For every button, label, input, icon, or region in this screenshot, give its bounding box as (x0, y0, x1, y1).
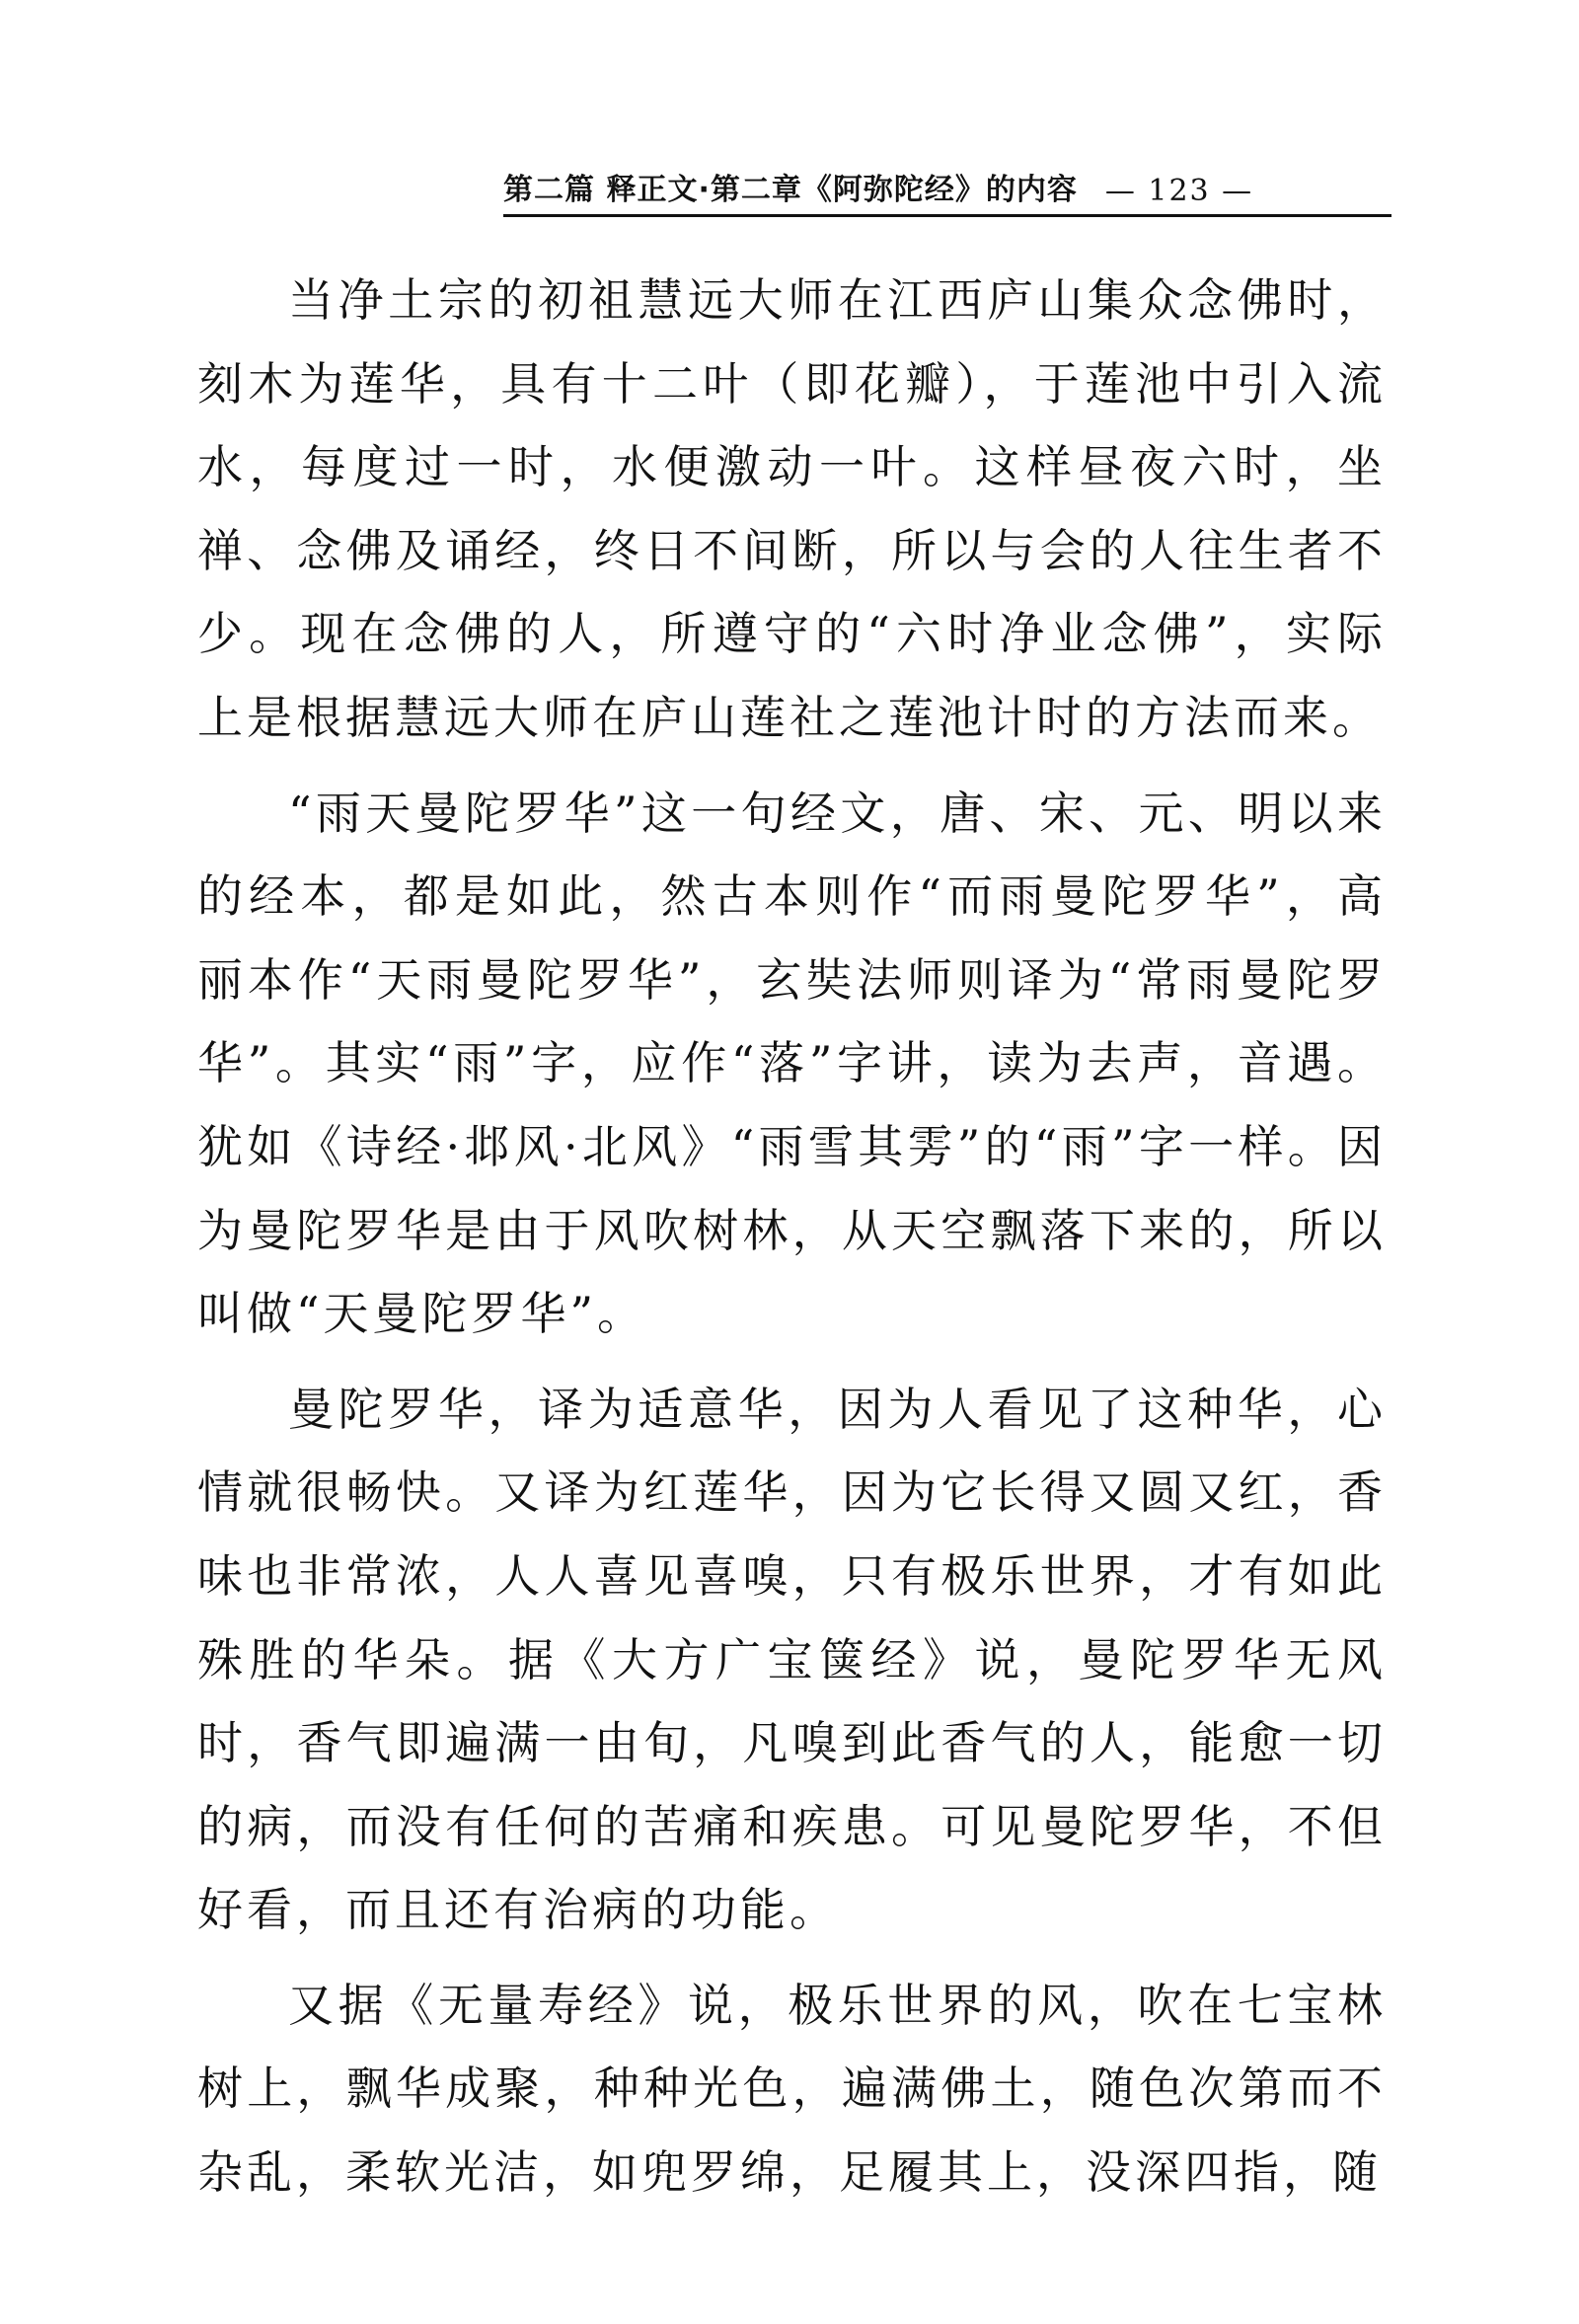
header-title: 第二篇 释正文·第二章《阿弥陀经》的内容 (503, 173, 1078, 207)
paragraph-mandarava-meaning: 曼陀罗华，译为适意华，因为人看见了这种华，心情就很畅快。又译为红莲华，因为它长得又圆又红，香味也非常浓，人人喜见喜嗅，只有极乐世界，才有如此殊胜的华朵。据《大方广宝箧经》说，曼陀罗华无风时，香气即遍满一由旬，凡嗅到此香气的人，能愈一切的病，而没有任何的苦痛和疾患。可见曼陀罗华，不但好看，而且还有治病的功能。 (197, 1382, 1387, 1937)
paragraph-rain-mandarava: “雨天曼陀罗华”这一句经文，唐、宋、元、明以来的经本，都是如此，然古本则作“而雨曼陀罗华”，高丽本作“天雨曼陀罗华”，玄奘法师则译为“常雨曼陀罗华”。其实“雨”字，应作“落”字讲，读为去声，音遇。犹如《诗经·邶风·北风》“雨雪其雱”的“雨”字一样。因为曼陀罗华是由于风吹树林，从天空飘落下来的，所以叫做“天曼陀罗华”。 (197, 786, 1387, 1341)
paragraph-infinite-life-sutra: 又据《无量寿经》说，极乐世界的风，吹在七宝林树上，飘华成聚，种种光色，遍满佛土，随色次第而不杂乱，柔软光洁，如兜罗绵，足履其上，没深四指，随 (197, 1978, 1387, 2200)
running-header (503, 168, 1391, 217)
body-text (197, 259, 1387, 2214)
paragraph-lotus-clock: 当净土宗的初祖慧远大师在江西庐山集众念佛时，刻木为莲华，具有十二叶（即花瓣），于莲池中引入流水，每度过一时，水便激动一叶。这样昼夜六时，坐禅、念佛及诵经，终日不间断，所以与会的人往生者不少。现在念佛的人，所遵守的“六时净业念佛”，实际上是根据慧远大师在庐山莲社之莲池计时的方法而来。 (197, 273, 1387, 744)
page-number: — 123 — (1104, 174, 1254, 208)
